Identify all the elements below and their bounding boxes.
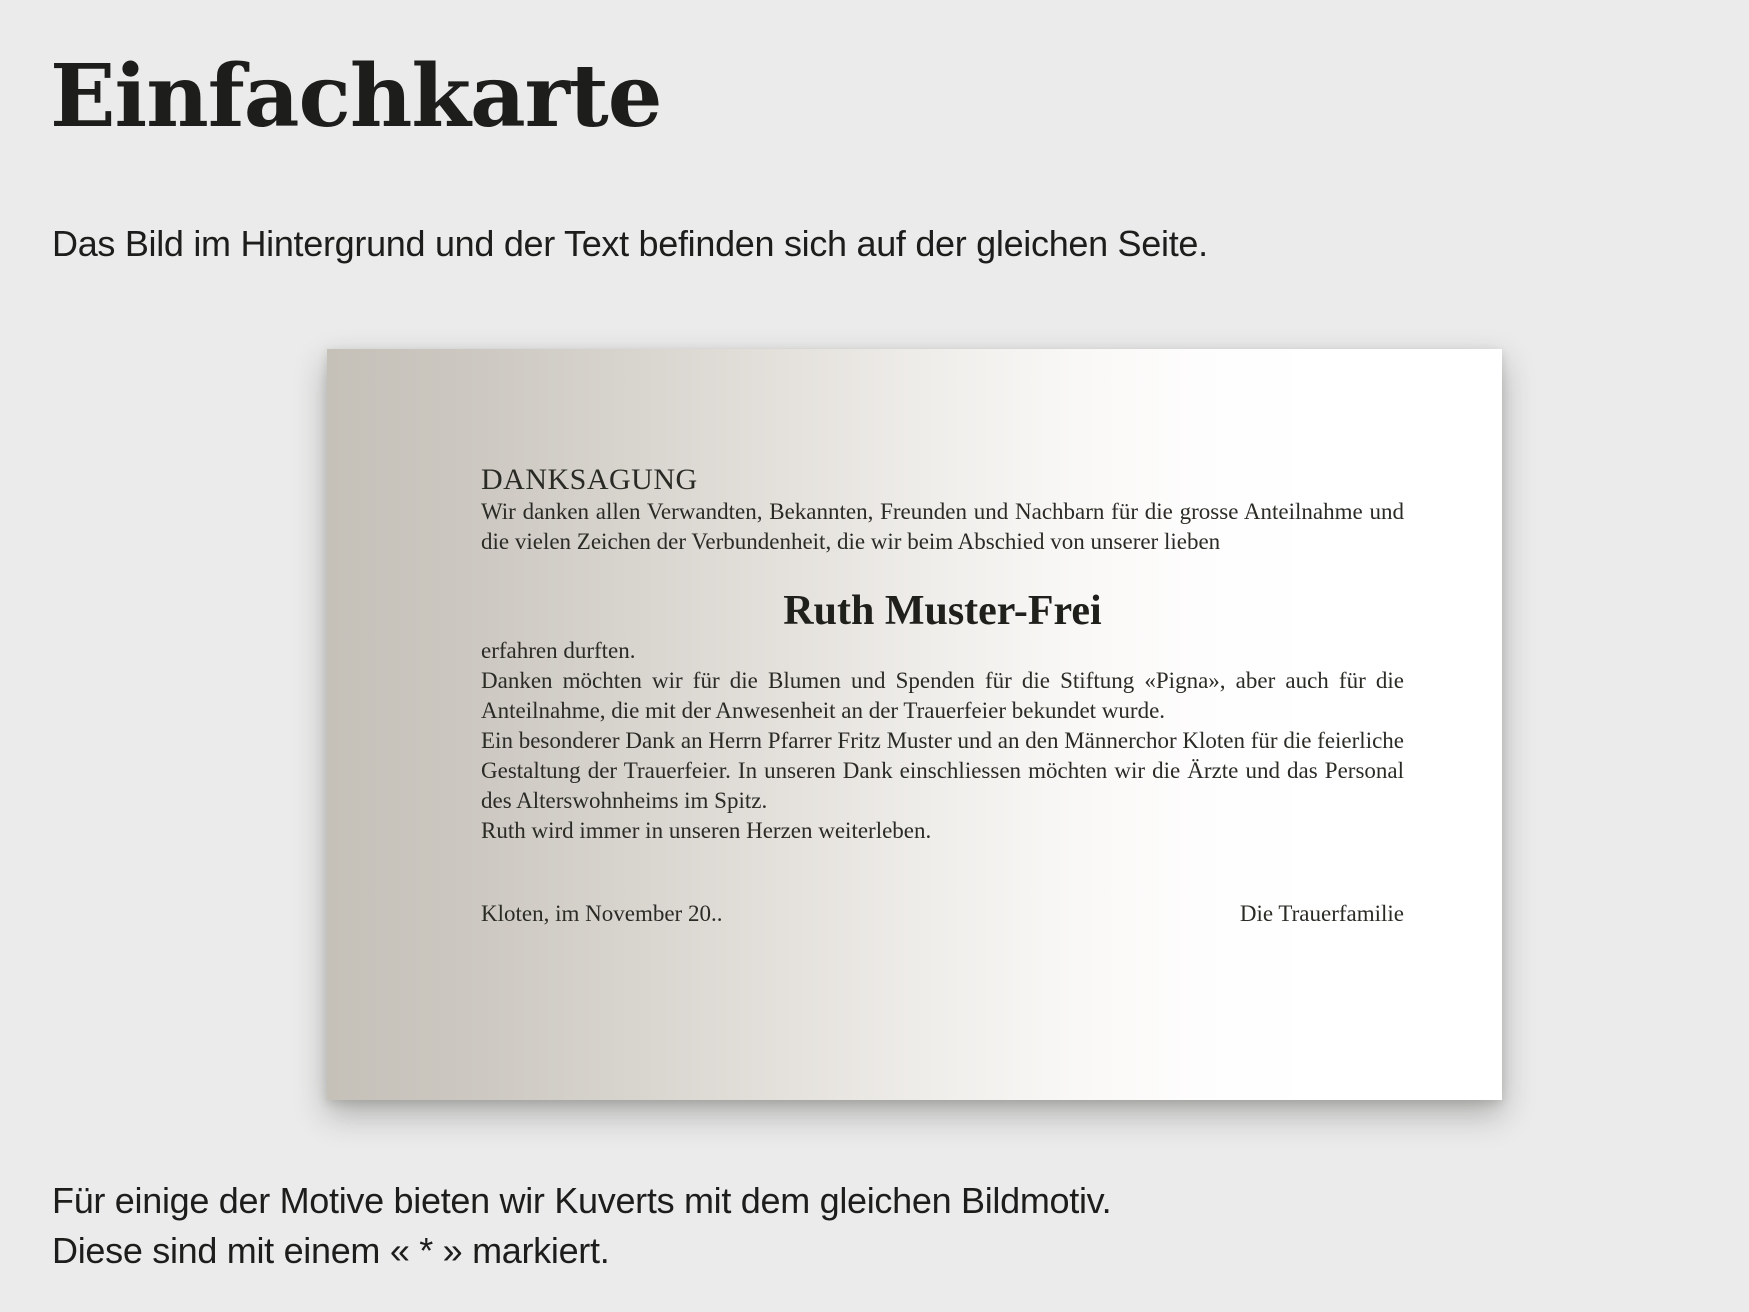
card-place-date: Kloten, im November 20.. (481, 901, 723, 926)
page-subtitle: Das Bild im Hintergrund und der Text befinden sich auf der gleichen Seite. (52, 223, 1208, 264)
deceased-name: Ruth Muster-Frei (783, 588, 1102, 634)
card-paragraph-intro: Wir danken allen Verwandten, Bekannten, Freunden und Nachbarn für die grosse Anteilnahme und die vielen Zeichen der Verbundenheit, die wir beim Abschied von unserer lieben (481, 499, 1404, 554)
card-paragraph-danken: Danken möchten wir für die Blumen und Spenden für die Stiftung «Pigna», aber auch für die Anteilnahme, die mit der Anwesenheit an der Trauerfeier bekundet wurde. (481, 668, 1404, 723)
card-preview (327, 349, 1502, 1100)
card-paragraph-besonderer-dank: Ein besonderer Dank an Herrn Pfarrer Fritz Muster und an den Männerchor Kloten für die feierliche Gestaltung der Trauerfeier. In unseren Dank einschliessen möchten wir die Ärzte und das Personal des Alterswohnheims im Spitz. (481, 728, 1404, 813)
card-paragraph-erfahren: erfahren durften. (481, 638, 636, 663)
card-signature: Die Trauerfamilie (1239, 901, 1404, 926)
card-heading: DANKSAGUNG (481, 463, 698, 496)
card-bottom-row (481, 899, 1404, 929)
footer-note-line-2: Diese sind mit einem « * » markiert. (52, 1230, 610, 1271)
footer-note-line-1: Für einige der Motive bieten wir Kuverts mit dem gleichen Bildmotiv. (52, 1180, 1112, 1221)
page-title: Einfachkarte (50, 46, 662, 147)
card-paragraph-ruth: Ruth wird immer in unseren Herzen weiterleben. (481, 818, 932, 843)
footer-note (52, 1176, 1111, 1276)
